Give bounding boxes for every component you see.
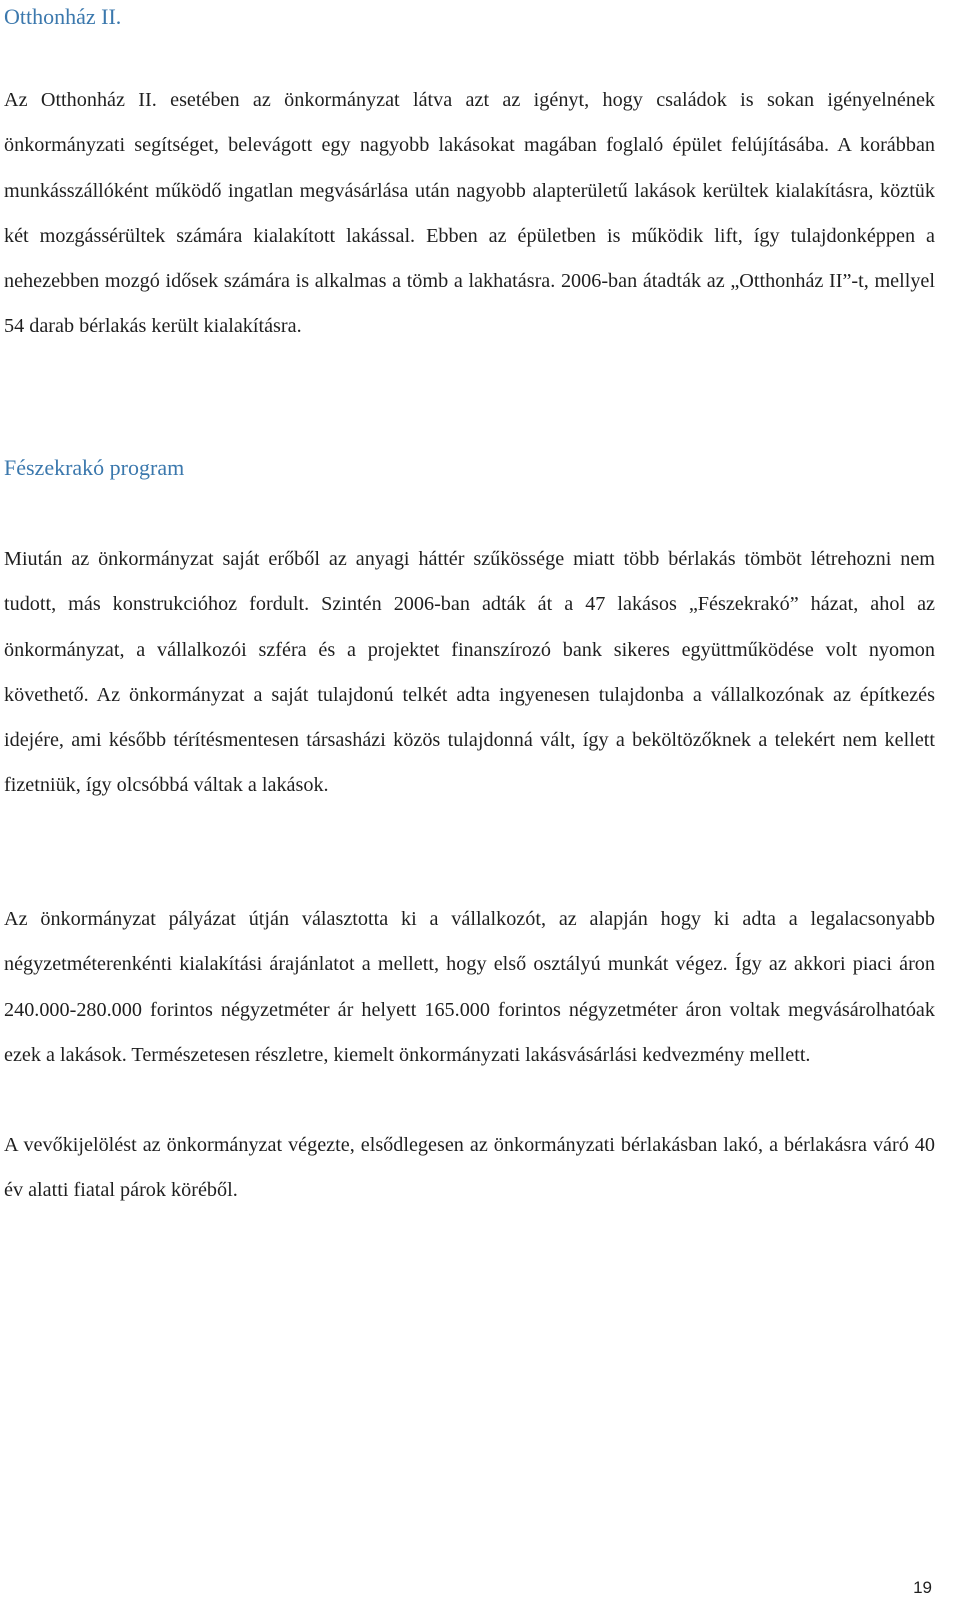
page-number: 19 <box>913 1578 932 1597</box>
paragraph-otthonhaz: Az Otthonház II. esetében az önkormányzat látva azt az igényt, hogy családok is sokan igényelnének önkormányzati segítséget, belevágott egy nagyobb lakásokat magában foglaló épület felújításába. A korábban munkásszállóként működő ingatlan megvásárlása után nagyobb alapterületű lakások kerültek kialakításra, köztük két mozgássérültek számára kialakított lakással. Ebben az épületben is működik lift, így tulajdonképpen a nehezebben mozgó idősek számára is alkalmas a tömb a lakhatásra. 2006-ban átadták az „Otthonház II”-t, mellyel 54 darab bérlakás került kialakításra. <box>4 89 935 338</box>
section-heading-feszekrako: Fészekrakó program <box>4 455 185 480</box>
section-heading-otthonhaz: Otthonház II. <box>4 4 122 29</box>
paragraph-feszekrako-tender: Az önkormányzat pályázat útján választotta ki a vállalkozót, az alapján hogy ki adta a legalacsonyabb négyzetméterenkénti kialakítási árajánlatot a mellett, hogy első osztályú munkát végez. Így az akkori piaci áron 240.000-280.000 forintos négyzetméter ár helyett 165.000 forintos négyzetméter áron voltak megvásárolhatóak ezek a lakások. Természetesen részletre, kiemelt önkormányzati lakásvásárlási kedvezmény mellett. <box>4 908 935 1066</box>
paragraph-feszekrako-buyers: A vevőkijelölést az önkormányzat végezte, elsődlegesen az önkormányzati bérlakásban lakó, a bérlakásra váró 40 év alatti fiatal párok köréből. <box>4 1134 935 1202</box>
paragraph-feszekrako-intro: Miután az önkormányzat saját erőből az anyagi háttér szűkössége miatt több bérlakás tömböt létrehozni nem tudott, más konstrukcióhoz fordult. Szintén 2006-ban adták át a 47 lakásos „Fészekrakó” házat, ahol az önkormányzat, a vállalkozói szféra és a projektet finanszírozó bank sikeres együttműködése volt nyomon követhető. Az önkormányzat a saját tulajdonú telkét adta ingyenesen tulajdonba a vállalkozónak az építkezés idejére, ami később térítésmentesen társasházi közös tulajdonná vált, így a beköltözőknek a telekért nem kellett fizetniük, így olcsóbbá váltak a lakások. <box>4 548 935 797</box>
